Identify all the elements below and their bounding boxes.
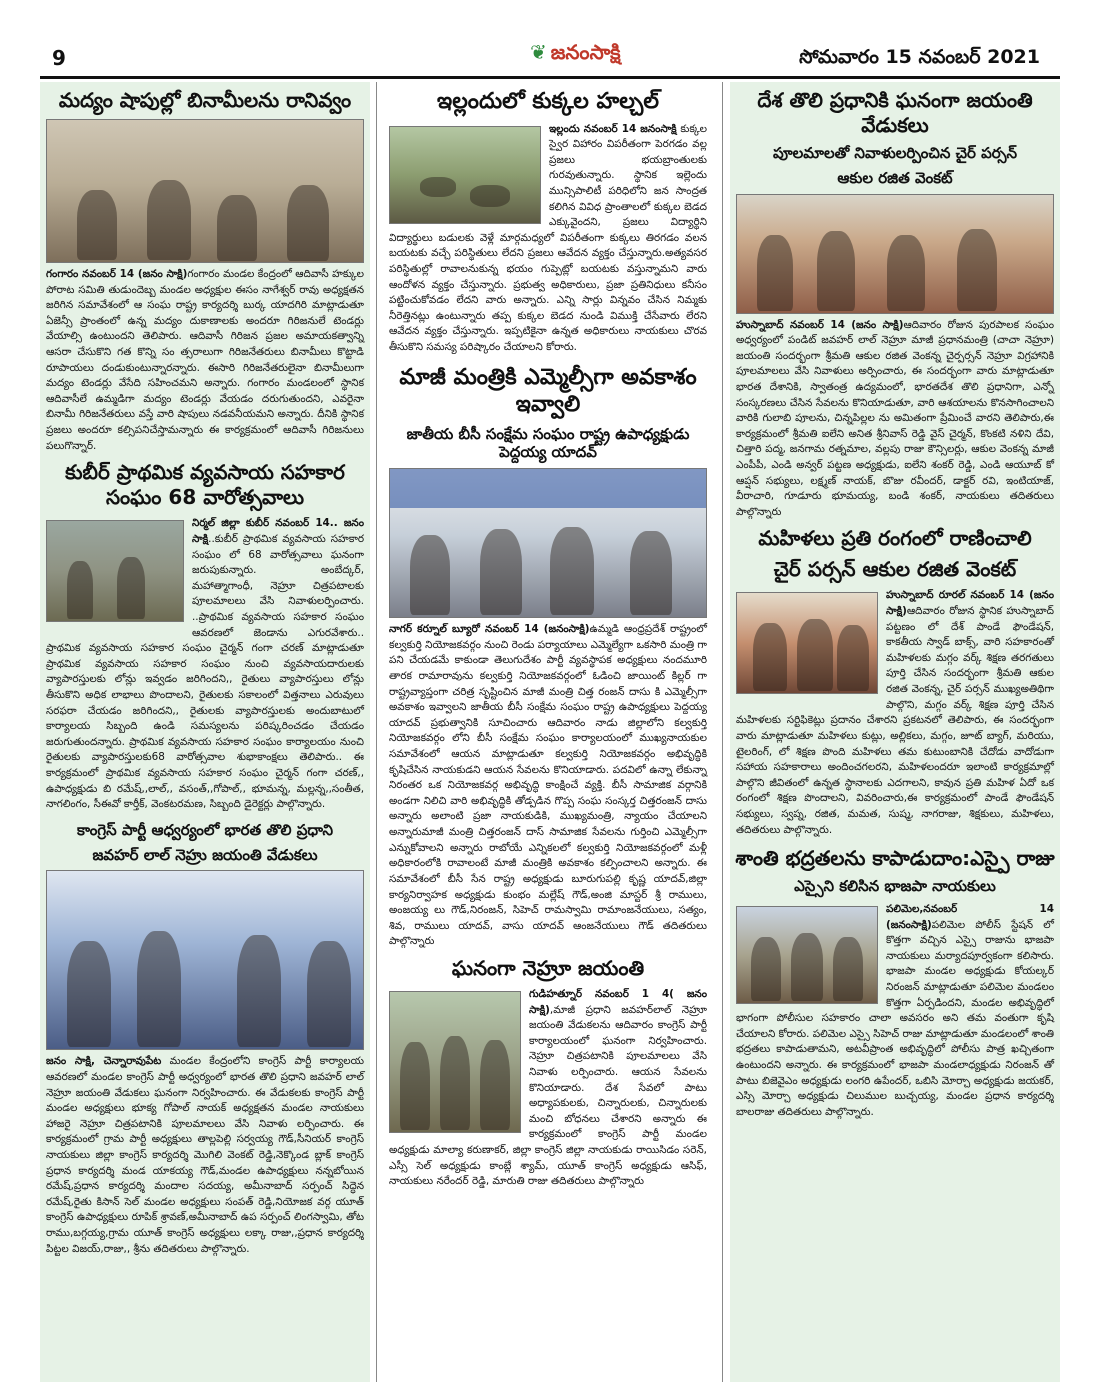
article-body: గుడిహత్నూర్ నవంబర్ 1 4( జనం సాక్షి),మాజీ ప్రధాని జవహర్‌లాల్ నెహ్రూ జయంతి వేడుకలను ఆదివారం కాంగ్రెస్ పార్టీ కార్యాలయంలో ఘనంగా నిర్వహించారు. నెహ్రూ చిత్రపటానికి పూలమాలలు వేసి నివాళు లర్పించారు. ఆయన సేవలను కొనియాడారు. దేశ సేవలో పాటు అధ్యాపకులకు, చిన్నారులకు, చిన్నారులకు మంచి బోధనలు చేశారని అన్నారు ఈ కార్యక్రమంలో కాంగ్రెస్ పార్టీ మండల అధ్యక్షుడు మాల్యా కరుణాకర్, జిల్లా కాంగ్రెస్ జిల్లా నాయకుడు రాయిసిడం సరెన్, ఎస్సీ సెల్ అధ్యక్షుడు కాంబ్లే శ్యామ్, యూత్ కాంగ్రెస్ అధ్యక్షుడు ఆసిఫ్, నాయకులు నరేందర్ రెడ్డి, మారుతి రాజు తదితరులు పాల్గొన్నారు <box>389 987 707 1188</box>
issue-date: సోమవారం 15 నవంబర్ 2021 <box>799 46 1040 68</box>
newspaper-logo <box>530 40 621 69</box>
article-body: జనం సాక్షి, చెన్నారావుపేట మండల కేంద్రంలోని కాంగ్రెస్ పార్టీ కార్యాలయ ఆవరణలో మండల కాంగ్రెస్ పార్టీ అధ్వర్యంలో భారత తొలి ప్రధాని జవహర్ లాల్ నెహ్రూ జయంతి వేడుకలు ఘనంగా నిర్వహించారు. ఈ వేడుకలకు కాంగ్రెస్ పార్టీ మండల అధ్యక్షులు భూక్య గోపాల్ నాయక్ అధ్యక్షతన మండల నాయకులు హాజరై నెహ్రూ చిత్రపటానికి పూలమాలలు వేసి నివాళు లర్పించారు. ఈ కార్యక్రమంలో గ్రామ పార్టీ అధ్యక్షులు తాల్లపెల్లి సర్వయ్య గౌడ్,సీనియర్ కాంగ్రెస్ నాయకులు జిల్లా కాంగ్రెస్ కార్యదర్శి మొగిలి వెంకట్ రెడ్డి,నెక్కొండ బ్లాక్ కాంగ్రెస్ ప్రధాన కార్యదర్శి మండ యాకయ్య గౌడ్,మండల ఉపాధ్యక్షులు నన్నబోయిన రమేష్,ప్రధాన కార్యదర్శి మందాల సదయ్య, అమీనాబాద్ సర్పంచ్ సిద్ధెన రమేష్,రైతు కిసాన్ సెల్ మండల అధ్యక్షులు సంపత్ రెడ్డి,నియోజక వర్గ యూత్ కాంగ్రెస్ ఉపాధ్యక్షులు రూపిక్ శ్రావణ్,అమీనాబాద్ ఉప సర్పంచ్ లింగస్వామి, తోట రాము,బగ్గయ్య,గ్రామ యూత్ కాంగ్రెస్ అధ్యక్షులు లక్కా రాజు,,ప్రధాన కార్యదర్శి పిట్టల విజయ్,రాజు,, శ్రీను తదితరులు పాల్గొన్నారు. <box>46 1055 364 1255</box>
left-column <box>40 82 370 1382</box>
article-photo <box>736 194 1054 314</box>
article-congress-nehru <box>40 821 370 1257</box>
article-nehru-jayanthi <box>383 956 713 1192</box>
article-subheadline: జాతీయ బీసీ సంక్షేమ సంఘం రాష్ట్ర ఉపాధ్యక్షుడు పెద్దయ్య యాదవ్ <box>406 424 690 462</box>
article-body: పలిమెల,నవంబర్ 14 (జనంసాక్షి)పలిమెల పోలీస్ స్టేషన్ లో కొత్తగా వచ్చిన ఎస్సై రాజును భాజపా నాయకులు మర్యాదపూర్వకంగా కలిసారు. భాజపా మండల అధ్యక్షుడు కోయల్కర్ నిరంజన్ మాట్లాడుతూ పలిమెల మండలం కొత్తగా ఏర్పడిందని, మండల అభివృద్ధిలో భాగంగా పోలీసుల సహకారం చాలా అవసరం అని తమ వంతుగా కృషి చేయాలని కోరారు. పలిమెల ఎస్సై సిహెచ్ రాజు మాట్లాడుతూ మండలంలో శాంతి భద్రతలు కాపాడుతామని, అటవీప్రాంత అభివృద్ధిలో పోలీసు పాత్ర ఖచ్చితంగా ఉంటుందని అన్నారు. ఈ కార్యక్రమంలో భాజపా మండలాధ్యక్షుడు నిరంజన్ తో పాటు బిజెవైఎం అధ్యక్షుడు లంగరి ఉపేందర్, ఒబిసి మోర్చా అధ్యక్షుడు జయకర్, ఎస్సి మోర్చా అధ్యక్షుడు చిలుముల బుచ్చయ్య, మండల ప్రధాన కార్యదర్శి బాలరాజు తదితరులు పాల్గొన్నారు. <box>736 902 1054 1118</box>
article-liquor-shops <box>40 88 370 454</box>
article-subheadline: జవహర్ లాల్ నెహ్రు జయంతి వేడుకలు <box>92 845 318 864</box>
article-headline: శాంతి భద్రతలను కాపాడుదాం:ఎస్పై రాజు <box>735 846 1055 871</box>
article-body: హుస్నాబాద్ రూరల్ నవంబర్ 14 (జనం సాక్షి)ఆదివారం రోజున స్థానిక హుస్నాబాద్ పట్టణం లో దేశ్ పాండే ఫౌండేషన్, కాకతీయ స్వాడ్ బాక్స్, వారి సహకారంతో మహిళలకు మగ్గం వర్క్ శిక్షణ తరగతులు పూర్తి చేసిన సందర్భంగా శ్రీమతి ఆకుల రజిత వెంకన్న, చైర్ పర్సన్ ముఖ్యఅతిథిగా పాల్గొని, మగ్గం వర్క్ శిక్షణ పూర్తి చేసిన మహిళలకు సర్టిఫికెట్లు ప్రదానం చేశారని ప్రకటనలో తెలిపారు, ఈ సందర్భంగా వారు మాట్లాడుతూ మహిళలు కుట్లు, అల్లికలు, మగ్గం, జూట్ బ్యాగ్, మరియు, టైలరింగ్, లో శిక్షణ పొంది మహిళలు తమ కుటుంబానికి చేదోడు వాదోడుగా సహాయ సహకారాలు అందించగలరని, మహిళలందరూ ఇలాంటి కార్యక్రమాల్లో పాల్గొని జీవితంలో ఉన్నత స్థానాలకు ఎదగాలని, కావున ప్రతి మహిళ ఏదో ఒక రంగంలో శిక్షణ పొందాలని, వివరించారు,ఈ కార్యక్రమంలో పాండే ఫౌండేషన్ సభ్యులు, స్వప్న, రజిత, మమత, సుష్మ, నాగరాజు, శిక్షకులు, మహిళలు, తదితరులు పాల్గొన్నారు. <box>736 589 1054 836</box>
article-headline: ఇల్లందులో కుక్కల హల్చల్ <box>437 89 659 114</box>
column-divider <box>376 82 377 1382</box>
article-women-excel <box>730 526 1060 840</box>
article-headline: ఘనంగా నెహ్రూ జయంతి <box>451 955 645 980</box>
article-photo <box>46 520 184 622</box>
article-headline: కుబీర్ ప్రాథమిక వ్యవసాయ సహకార సంఘం 68 వారోత్సవాలు <box>65 460 345 510</box>
column-divider <box>722 82 723 1382</box>
article-headline: మాజీ మంత్రికి ఎమ్మెల్సీగా అవకాశం ఇవ్వాలి <box>399 364 697 418</box>
article-nehru-birthday-husnabad <box>730 88 1060 520</box>
article-headline: కాంగ్రెస్ పార్టీ ఆధ్వర్యంలో భారత తొలి ప్రధాని <box>76 820 334 839</box>
article-photo <box>736 906 878 1004</box>
article-dogs-menace <box>383 88 713 358</box>
article-photo <box>46 870 364 1050</box>
article-body: నాగర్ కర్నూల్ బ్యూరో నవంబర్ 14 (జనంసాక్షి)ఉమ్మడి ఆంధ్రప్రదేశ్ రాష్ట్రంలో కల్వకుర్తి నియోజకవర్గం నుంచి రెండు పర్యాయాలు ఎమ్మెల్యేగా ఒకసారి మంత్రి గా పని చేయడమే కాకుండా తెలుగుదేశం పార్టీ వ్యవస్థాపక అధ్యక్షులు నందమూరి తారక రామారావును కల్వకుర్తి నియోజకవర్గంలో ఓడించి జాయింట్ కిల్లర్ గా రాష్ట్రవ్యాప్తంగా చరిత్ర సృష్టించిన మాజీ మంత్రి చిత్త రంజన్ దాసు కి ఎమ్మెల్సీగా అవకాశం ఇవ్వాలని జాతీయ బీసీ సంక్షేమ సంఘం రాష్ట్ర ఉపాధ్యక్షులు పెద్దయ్య యాదవ్ ప్రభుత్వానికి సూచించారు ఆదివారం నాడు జిల్లాలోని కల్వకుర్తి నియోజకవర్గం లోని బీసీ సంక్షేమ సంఘం కార్యాలయంలో ముఖ్యనాయకుల సమావేశంలో ఆయన మాట్లాడుతూ కల్వకుర్తి నియోజకవర్గం అభివృద్ధికి కృషిచేసిన నాయకుడని ఆయన సేవలను కొనియాడారు. పదవిలో ఉన్నా లేకున్నా నిరంతర ఒక నియోజకవర్గ అభివృద్ధి కాంక్షించే వ్యక్తి. బీసీ సామాజిక వర్గానికి అండగా నిలిచి వారి అభివృద్ధికి తోడ్పడిన గొప్ప సంఘ సంస్కర్త చిత్తరంజన్ దాసు అన్నారు అలాంటి ప్రజా నాయకుడికి, ముఖ్యమంత్రి, న్యాయం చేయాలని అన్నారుమాజీ మంత్రి చిత్తరంజన్ దాస్ సామాజిక సేవలను గుర్తించి ఎమ్మెల్సీగా ఎన్నుకోవాలని అన్నారు రాబోయే ఎన్నికలలో కల్వకుర్తి నియోజకవర్గంలో మళ్లీ అధికారంలోకి రావాలంటే మాజీ మంత్రికి అవకాశం కల్పించాలని అన్నారు. ఈ సమావేశంలో బీసీ సేన రాష్ట్ర అధ్యక్షుడు బూరుగుపల్లి కృష్ణ యాదవ్,జిల్లా కార్యనిర్వాహక అధ్యక్షుడు కుంభం మల్లేష్ గౌడ్,అంజి మాస్టర్ శ్రీ రాములు, అంజయ్య లు గౌడ్,నిరంజన్, సిహెచ్ రామస్వామి రామాంజనేయులు, సత్యం, శివ, రాములు యాదవ్, వాసు యాదవ్ ఆంజనేయులు గౌడ్ తదితరులు పాల్గొన్నారు <box>389 623 707 948</box>
article-photo <box>46 119 364 263</box>
masthead <box>40 40 1060 79</box>
leaf-icon: ❦ <box>530 40 547 64</box>
article-body: హుస్నాబాద్ నవంబర్ 14 (జనం సాక్షి)ఆదివారం రోజున పురపాలక సంఘం అధ్వర్యంలో పండిట్ జవహర్ లాల్ నెహ్రూ మాజీ ప్రధానమంత్రి (చాచా నెహ్రూ) జయంతి సందర్భంగా శ్రీమతి ఆకుల రజిత వెంకన్న చైర్పర్సన్ నెహ్రూ విగ్రహానికి పూలమాలలు వేసి నివాళులు అర్పించారు, ఈ సందర్భంగా వారు మాట్లాడుతూ భారత దేశానికి, స్వాతంత్ర ఉద్యమంలో, భారతదేశ తొలి ప్రధానిగా, ఎన్నో సంస్కరణలు చేసిన సేవలను కొనియాడుతూ, వారి ఆశయాలను కొనసాగించాలని వారికి గులాబి పూలను, చిన్నపిల్లల ను అమితంగా ప్రేమించే వారని తెలిపారు,ఈ కార్యక్రమంలో శ్రీమతి ఐలేని అనిత శ్రీనివాస్ రెడ్డి వైస్ చైర్మన్, కొంకటి నళిని దేవి, చిత్తారి పద్మ, జనగామ రత్నమాల, వల్లపు రాజు కౌన్సిలర్లు, ఆకుల వెంకన్న మాజీ ఎంపీపీ, ఎండి అన్వర్ పట్టణ అధ్యక్షుడు, ఐలేని శంకర్ రెడ్డి, ఎండి ఆయూబ్ కో ఆప్షన్ సభ్యులు, లక్ష్మణ్ నాయక్, బొజు రవీందర్, డాక్టర్ రవి, ఇంటియాజ్, వీరాచారి, గూడూరు భూమయ్య, బండి శంకర్, నాయకులు తదితరులు పాల్గొన్నారు <box>736 318 1054 518</box>
article-headline: మహిళలు ప్రతి రంగంలో రాణించాలి <box>758 526 1032 551</box>
article-photo <box>389 991 521 1133</box>
article-subheadline: ఎస్సైని కలిసిన భాజపా నాయకులు <box>794 877 996 896</box>
article-photo <box>389 468 707 618</box>
article-photo <box>389 126 541 224</box>
right-column <box>730 82 1060 1382</box>
article-headline: మద్యం షాపుల్లో బినామీలను రానివ్వం <box>58 88 352 112</box>
article-headline: దేశ తొలి ప్రధానికి ఘనంగా జయంతి వేడుకలు <box>757 88 1033 137</box>
article-subheadline: పూలమాలతో నివాళులర్పించిన చైర్ పర్సన్ <box>772 144 1017 162</box>
article-byline: ఆకుల రజిత వెంకట్ <box>837 168 953 187</box>
article-mlc-demand <box>383 364 713 950</box>
middle-column <box>383 82 713 1382</box>
article-photo <box>736 592 878 694</box>
article-body: గంగారం నవంబర్ 14 (జనం సాక్షి)గంగారం మండల కేంద్రంలో ఆదివాసీ హక్కుల పోరాట సమితి తుడుందెబ్బ మండల అధ్యక్షుల ఈసం నాగేశ్వర్ రావు అధ్యక్షతన జరిగిన సమావేశంలో ఆ సంఘ రాష్ట్ర కార్యదర్శి బుర్క యాదగిరి మాట్లాడుతూ ఏజెన్సీ ప్రాంతంలో ఉన్న మద్యం దుకాణాలకు అందరూ గిరిజనులే టెండర్లు వేయాల్సి ఉంటుందని తెలిపారు. ఆదివాసీ గిరిజన ప్రజల అమాయకత్వాన్ని ఆసరా చేసుకొని గత కొన్ని సం త్సరాలుగా గిరిజనేతరులు బినామీలు కొట్టాడి రూపాయలు దండుకుంటున్నారన్నారు. ఈసారి గిరిజనేతరులైనా బినామీలుగా మద్యం టెండర్లు వేసేది సహించమని అన్నారు. గంగారం మండలంలో స్థానిక ఆదివాసీలే ఉమ్మడిగా మద్యం టెండర్లు వేయడం దరుగుతుందని, ఎవరైనా బినామీ గిరిజనేతరులు వస్తే వారి షాపులు నడవనీయమని అన్నారు. దీనికి స్థానిక ప్రజలు అందరూ కల్సిపనిచేస్తామన్నారు ఈ కార్యక్రమంలో ఆదివాసీ గిరిజనులు పలుగొన్నార్. <box>46 268 364 452</box>
logo-text: జనంసాక్షి <box>550 40 621 64</box>
article-subheadline: చైర్ పర్సన్ ఆకుల రజిత వెంకట్ <box>773 557 1017 582</box>
article-body: నిర్మల్ జిల్లా కుబీర్ నవంబర్ 14.. జనం సాక్షి..కుబీర్ ప్రాథమిక వ్యవసాయ సహకార సంఘం లో 68 వారోత్సవాలు ఘనంగా జరుపుకున్నారు. అంబేద్కర్, మహాత్మాగాంధీ, నెహ్రూ చిత్రపటాలకు పూలమాలలు వేసి నివాళులర్పించారు. ..ప్రాథమిక వ్యవసాయ సహకార సంఘం ఆవరణలో జెండాను ఎగురవేశారు.. ప్రాథమిక వ్యవసాయ సహకార సంఘం చైర్మన్ గంగా చరణ్ మాట్లాడుతూ ప్రాథమిక వ్యవసాయ సహకార సంఘం నుంచి వ్యవసాయదారులకు వ్యాపారస్తులకు లోన్లు ఇవ్వడం జరిగిందని,, రైతులు వ్యాపారస్తులు లోన్లు తీసుకొని అధిక లాభాలు పొందాలని, రైతులకు సకాలంలో విత్తనాలు ఎరువులు సరఫరా చేయడం జరిగిందని,, రైతులకు వ్యాపారస్తులకు అందుబాటులో కార్యాలయ సిబ్బంది ఉండి సమస్యలను పరిష్కరించడం చేయడం జరుగుతుందన్నారు. ప్రాథమిక వ్యవసాయ సహకార సంఘం కార్యాలయం నుంచి రైతులకు వ్యాపారస్తులకు68 వారోత్సవాల శుభాకాంక్షలు తెలిపారు.. ఈ కార్యక్రమంలో ప్రాథమిక వ్యవసాయ సహకార సంఘం చైర్మన్ గంగా చరణ్,, ఉపాధ్యక్షుడు బి రమేష్,,లాల్,, వసంత్,,గోపాల్,, భూమన్న, మల్లన్న,,సంతీత, నాగలింగం, సీఈవో కార్తీక్, వెంకటరమణ, సిబ్బంది డైరెక్టర్లు పాల్గొన్నారు. <box>46 517 364 811</box>
article-body: ఇల్లందు నవంబర్ 14 జనంసాక్షి కుక్కల స్వైర విహారం విపరీతంగా పెరగడం వల్ల ప్రజలు భయబ్రాంతులకు గురవుతున్నారు. స్థానిక ఇల్లెందు మున్సిపాలిటీ పరిధిలోని జన సాంద్రత కలిగిన వివిధ ప్రాంతాలలో కుక్కల బెడద ఎక్కువైందని, ప్రజలు విద్యార్థిని విద్యార్థులు బడులకు వెళ్లే మార్గమధ్యలో విపరీతంగా కుక్కలు తిరగడం వలన బయటకు వచ్చే పరిస్థితులు లేదని ప్రజలు ఆవేదన వ్యక్తం చేస్తున్నారు.అత్యవసర పరిస్థితుల్లో రావాలనుకున్న భయం గుప్పెట్లో బయటకు వస్తున్నామని వారు ఆందోళన వ్యక్తం చేస్తున్నారు. ప్రభుత్వ అధికారులు, ప్రజా ప్రతినిధులు కనీసం పట్టించుకోవడం లేదని వారు అన్నారు. ఎన్ని సార్లు విన్నవం చేసిన నిమ్మకు నీరెత్తినట్లు ఉంటున్నారు తప్ప కుక్కల బెడద నుండి విముక్తి చేసేవారు లేరని ఆవేదన వ్యక్తం చేస్తున్నారు. ఇప్పటికైనా ఉన్నత అధికారులు నాయకులు చొరవ తీసుకొని సమస్య పరిష్కారం చేయాలని కోరారు. <box>389 122 707 354</box>
article-law-and-order <box>730 846 1060 1122</box>
article-kubeer-cooperative <box>40 460 370 815</box>
page-number: 9 <box>52 46 66 70</box>
